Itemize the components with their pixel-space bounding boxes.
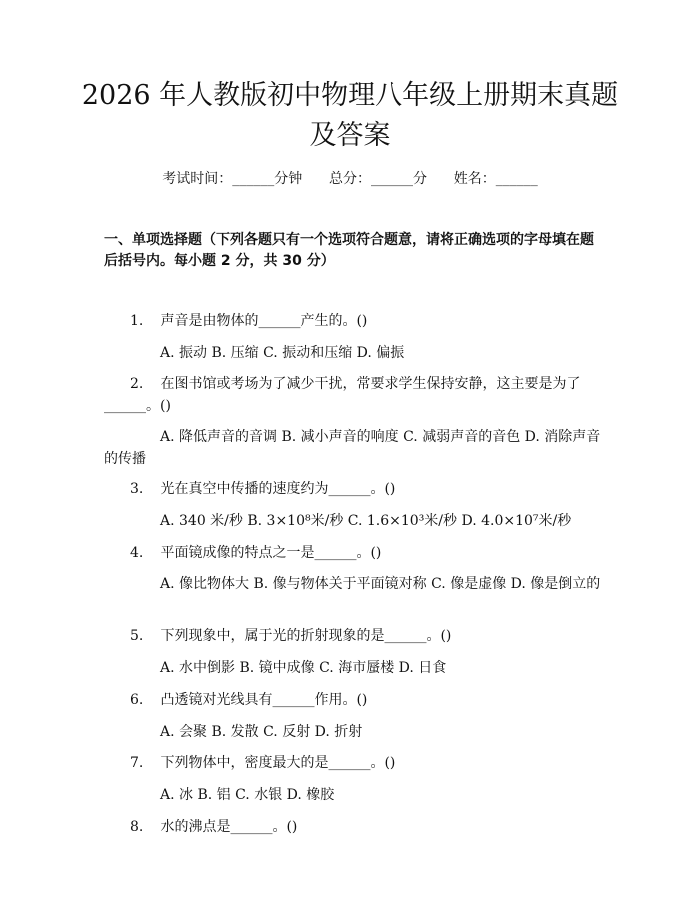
question-3-options: A. 340 米/秒 B. 3×10⁸米/秒 C. 1.6×10³米/秒 D. 4.0×10⁷米/秒 [160, 513, 572, 529]
question-text: 声音是由物体的______产生的。() [160, 313, 368, 329]
question-text: 下列物体中，密度最大的是______。() [160, 755, 396, 771]
section-heading: 一、单项选择题（下列各题只有一个选项符合题意，请将正确选项的字母填在题后括号内。每小题 2 分，共 30 分） [104, 232, 594, 269]
question-text: 光在真空中传播的速度约为______。() [160, 481, 396, 497]
question-number: 3. [130, 481, 144, 497]
question-3 [104, 478, 604, 500]
question-8 [104, 816, 604, 838]
question-7 [104, 752, 604, 774]
question-1-options: A. 振动 B. 压缩 C. 振动和压缩 D. 偏振 [160, 345, 405, 361]
title-line-1: 2026 年人教版初中物理八年级上册期末真题 [81, 80, 619, 111]
document-title [60, 76, 640, 156]
question-2-options: A. 降低声音的音调 B. 减小声音的响度 C. 减弱声音的音色 D. 消除声音的传播 [104, 429, 601, 467]
question-text: 凸透镜对光线具有______作用。() [160, 692, 368, 708]
question-text: 平面镜成像的特点之一是______。() [160, 545, 382, 561]
exam-info-line: 考试时间：______分钟 总分：______分 姓名：______ [162, 171, 538, 187]
question-text: 下列现象中，属于光的折射现象的是______。() [160, 628, 452, 644]
question-number: 4. [130, 545, 144, 561]
question-number: 6. [130, 692, 144, 708]
question-number: 1. [130, 313, 144, 329]
question-5-options: A. 水中倒影 B. 镜中成像 C. 海市蜃楼 D. 日食 [160, 660, 447, 676]
question-4 [104, 542, 604, 564]
question-number: 2. [130, 376, 144, 392]
question-2 [104, 373, 604, 417]
question-text: 在图书馆或考场为了减少干扰，常要求学生保持安静，这主要是为了______。() [104, 376, 581, 414]
question-number: 5. [130, 628, 144, 644]
question-number: 8. [130, 819, 144, 835]
question-7-options: A. 冰 B. 铝 C. 水银 D. 橡胶 [160, 787, 335, 803]
question-number: 7. [130, 755, 144, 771]
question-6-options: A. 会聚 B. 发散 C. 反射 D. 折射 [160, 724, 363, 740]
question-text: 水的沸点是______。() [160, 819, 298, 835]
question-4-options: A. 像比物体大 B. 像与物体关于平面镜对称 C. 像是虚像 D. 像是倒立的 [160, 576, 601, 592]
question-6 [104, 689, 604, 711]
question-5 [104, 625, 604, 647]
title-line-2: 及答案 [309, 120, 391, 151]
question-1 [104, 310, 604, 332]
